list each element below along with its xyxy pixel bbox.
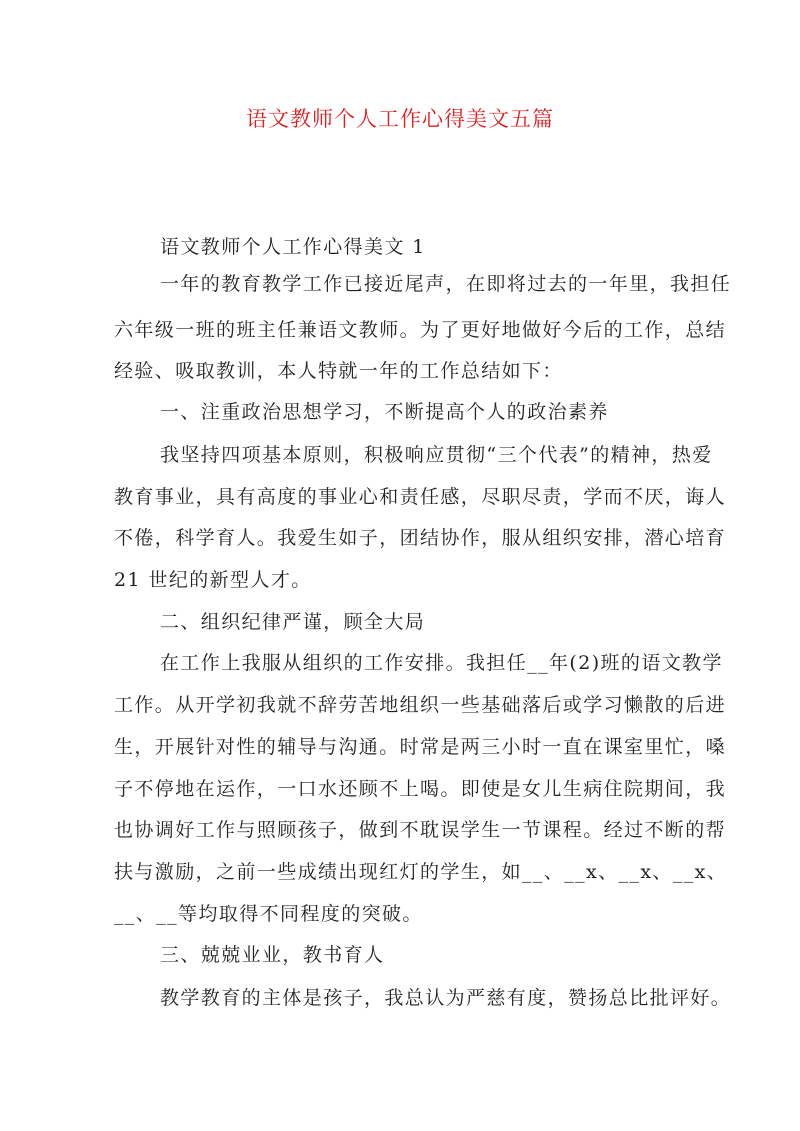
paragraph-line: 子不停地在运作，一口水还顾不上喝。即使是女儿生病住院期间，我 bbox=[114, 778, 727, 800]
paragraph-line: 在工作上我服从组织的工作安排。我担任__年(2)班的语文教学 bbox=[160, 652, 723, 674]
section-heading: 二、组织纪律严谨，顾全大局 bbox=[160, 611, 426, 633]
document-title: 语文教师个人工作心得美文五篇 bbox=[246, 107, 554, 131]
paragraph-line: 六年级一班的班主任兼语文教师。为了更好地做好今后的工作，总结 bbox=[114, 319, 727, 341]
paragraph-line: 生，开展针对性的辅导与沟通。时常是两三小时一直在课室里忙，嗓 bbox=[114, 736, 727, 758]
paragraph-line: 经验、吸取教训，本人特就一年的工作总结如下： bbox=[114, 360, 563, 382]
paragraph-line: 我坚持四项基本原则，积极响应贯彻“三个代表”的精神，热爱 bbox=[160, 444, 713, 466]
paragraph-line: 一年的教育教学工作已接近尾声，在即将过去的一年里，我担任 bbox=[160, 273, 732, 295]
paragraph-line: 不倦，科学育人。我爱生如子，团结协作，服从组织安排，潜心培育 bbox=[114, 527, 727, 549]
section-heading: 一、注重政治思想学习，不断提高个人的政治素养 bbox=[160, 401, 609, 423]
paragraph-line: 教学教育的主体是孩子，我总认为严慈有度，赞扬总比批评好。 bbox=[160, 987, 732, 1009]
paragraph-line: 也协调好工作与照顾孩子，做到不耽误学生一节课程。经过不断的帮 bbox=[114, 819, 727, 841]
paragraph-line: 21 世纪的新型人才。 bbox=[114, 569, 312, 591]
paragraph-line: 工作。从开学初我就不辞劳苦地组织一些基础落后或学习懒散的后进 bbox=[114, 694, 727, 716]
paragraph-line: 扶与激励，之前一些成绩出现红灯的学生，如__、__x、__x、__x、 bbox=[114, 861, 728, 883]
section-heading: 三、兢兢业业，教书育人 bbox=[160, 944, 385, 966]
paragraph-line: 教育事业，具有高度的事业心和责任感，尽职尽责，学而不厌，诲人 bbox=[114, 486, 727, 508]
section-heading: 语文教师个人工作心得美文 1 bbox=[160, 236, 426, 258]
paragraph-line: __、__等均取得不同程度的突破。 bbox=[114, 903, 423, 925]
